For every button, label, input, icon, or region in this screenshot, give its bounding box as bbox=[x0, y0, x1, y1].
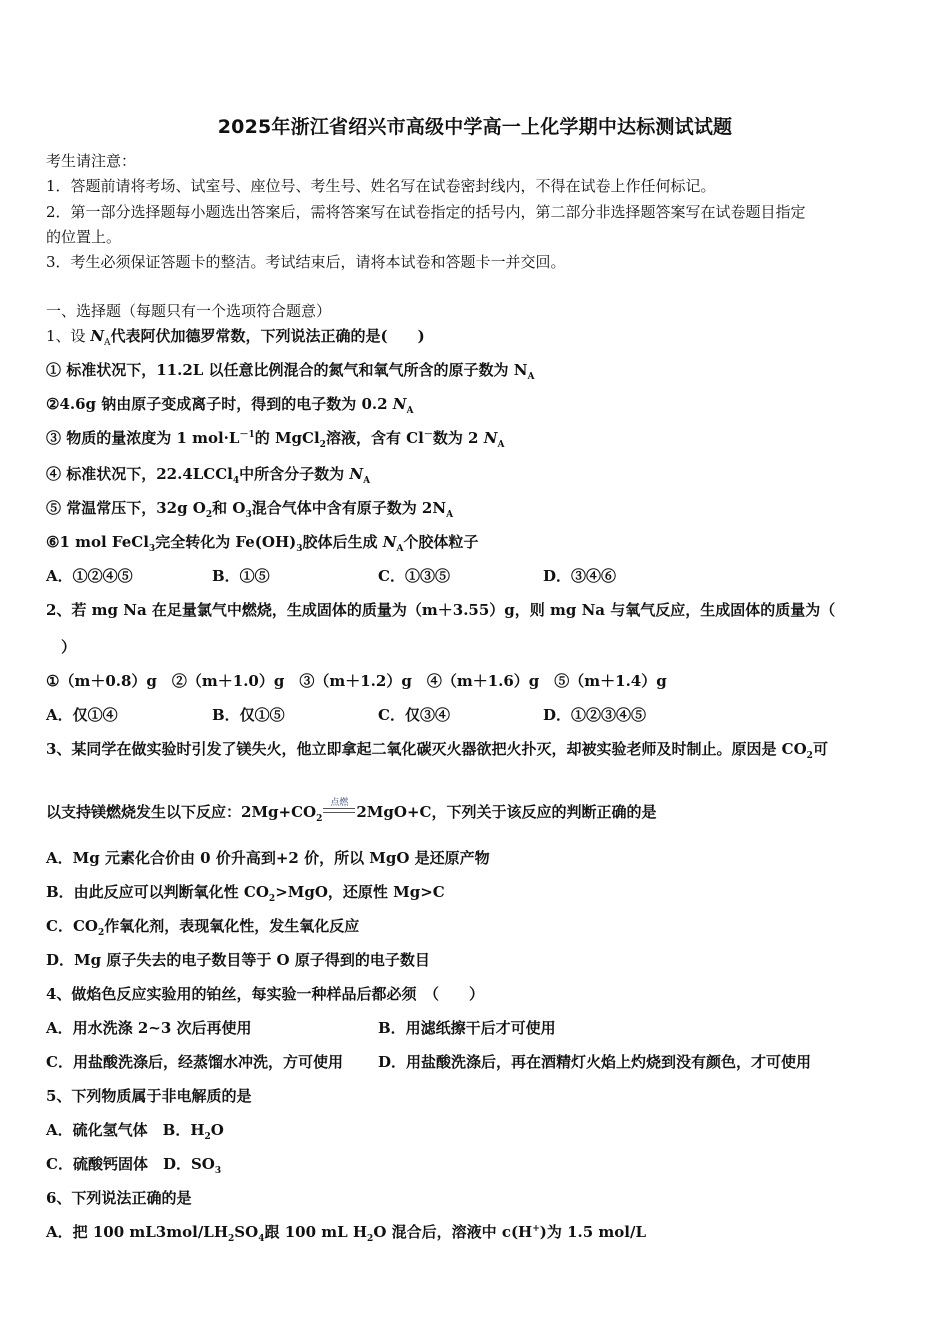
q2-option-d[interactable]: D．①②③④⑤ bbox=[543, 706, 647, 724]
q4-option-b[interactable]: B．用滤纸擦干后才可使用 bbox=[378, 1019, 556, 1037]
q3-option-a[interactable]: A．Mg 元素化合价由 0 价升高到+2 价，所以 MgO 是还原产物 bbox=[46, 849, 490, 867]
question-3-reaction: 以支持镁燃烧发生以下反应：$2Mg+CO_2$ 点燃 2MgO+C，下列关于该反应的判断正确的是 bbox=[46, 802, 656, 822]
q3-option-c[interactable]: C．$CO_2$作氧化剂，表现氧化性，发生氧化反应 bbox=[46, 917, 360, 938]
q1-option-d[interactable]: D．③④⑥ bbox=[543, 567, 617, 585]
question-2-stem-cont: ） bbox=[46, 638, 77, 656]
notice-item-3: 3．考生必须保证答题卡的整洁。考试结束后，请将本试卷和答题卡一并交回。 bbox=[46, 253, 566, 271]
question-5-stem: 5、下列物质属于非电解质的是 bbox=[46, 1087, 252, 1105]
q4-option-c[interactable]: C．用盐酸洗涤后，经蒸馏水冲洗，方可使用 bbox=[46, 1053, 343, 1071]
q6-option-a[interactable]: A．把 100 $mL3mol/LH_2SO_4$跟 100 mL $H_2O$ 混合后，溶液中 c(H+)为 1.5 mol/L bbox=[46, 1223, 647, 1244]
q2-choices: ①（m＋0.8）g ②（m＋1.0）g ③（m＋1.2）g ④（m＋1.6）g ⑤（m＋1.4）g bbox=[46, 672, 667, 690]
q1-option-a[interactable]: A．①②④⑤ bbox=[46, 567, 133, 585]
question-2-stem: 2、若 mg Na 在足量氯气中燃烧，生成固体的质量为（m＋3.55）g，则 mg Na 与氧气反应，生成固体的质量为（ bbox=[46, 601, 836, 619]
notice-item-1: 1．答题前请将考场、试室号、座位号、考生号、姓名写在试卷密封线内，不得在试卷上作任何标记。 bbox=[46, 177, 716, 195]
q3-option-d[interactable]: D．Mg 原子失去的电子数目等于 O 原子得到的电子数目 bbox=[46, 951, 430, 969]
q1-statement-6: ⑥1 mol FeCl$_3$完全转化为 $Fe(OH)_3$胶体后生成 $N_A$个胶体粒子 bbox=[46, 533, 479, 554]
q1-option-c[interactable]: C．①③⑤ bbox=[378, 567, 450, 585]
q1-statement-1: ① 标准状况下，11.2L 以任意比例混合的氮气和氧气所含的原子数为 $N_A$ bbox=[46, 361, 535, 382]
question-1-stem: 1、设 $N_A$代表阿伏加德罗常数，下列说法正确的是( ) bbox=[46, 327, 425, 348]
q1-statement-5: ⑤ 常温常压下，32g $O_2$和 $O_3$混合气体中含有原子数为 $2N_A$ bbox=[46, 499, 454, 520]
notice-item-2-cont: 的位置上。 bbox=[46, 228, 122, 246]
notice-heading: 考生请注意： bbox=[46, 152, 137, 170]
q4-option-d[interactable]: D．用盐酸洗涤后，再在酒精灯火焰上灼烧到没有颜色，才可使用 bbox=[378, 1053, 812, 1071]
reaction-condition: 点燃 bbox=[330, 798, 349, 808]
q5-options-cd[interactable]: C．硫酸钙固体 D．$SO_3$ bbox=[46, 1155, 222, 1176]
question-3-stem: 3、某同学在做实验时引发了镁失火，他立即拿起二氧化碳灭火器欲把火扑灭，却被实验老师及时制止。原因是 $CO_2$可 bbox=[46, 740, 828, 761]
page-title: 2025年浙江省绍兴市高级中学高一上化学期中达标测试试题 bbox=[217, 116, 733, 138]
q2-option-b[interactable]: B．仅①⑤ bbox=[212, 706, 285, 724]
q1-statement-4: ④ 标准状况下，22.4LCCl$_4$中所含分子数为 $N_A$ bbox=[46, 465, 371, 486]
q1-option-b[interactable]: B．①⑤ bbox=[212, 567, 270, 585]
q5-options-ab[interactable]: A．硫化氢气体 B．$H_2O$ bbox=[46, 1121, 224, 1142]
q3-option-b[interactable]: B．由此反应可以判断氧化性 $CO_2>MgO$，还原性 Mg>C bbox=[46, 883, 445, 904]
q1-statement-3: ③ 物质的量浓度为 1 $mol\cdot L^{-1}$的 MgCl$_2$溶液，含有 Cl－数为 2 $N_A$ bbox=[46, 429, 505, 450]
q1-statement-2: ②4.6g 钠由原子变成离子时，得到的电子数为 0.2 $N_A$ bbox=[46, 395, 414, 416]
notice-item-2: 2．第一部分选择题每小题选出答案后，需将答案写在试卷指定的括号内，第二部分非选择题答案写在试卷题目指定 bbox=[46, 203, 806, 221]
q2-option-a[interactable]: A．仅①④ bbox=[46, 706, 118, 724]
q2-option-c[interactable]: C．仅③④ bbox=[378, 706, 450, 724]
reaction-arrow bbox=[323, 798, 355, 819]
q4-option-a[interactable]: A．用水洗涤 2~3 次后再使用 bbox=[46, 1019, 252, 1037]
section-heading: 一、选择题（每题只有一个选项符合题意） bbox=[46, 302, 332, 320]
question-6-stem: 6、下列说法正确的是 bbox=[46, 1189, 192, 1207]
question-4-stem: 4、做焰色反应实验用的铂丝，每实验一种样品后都必须 （ ） bbox=[46, 985, 484, 1003]
